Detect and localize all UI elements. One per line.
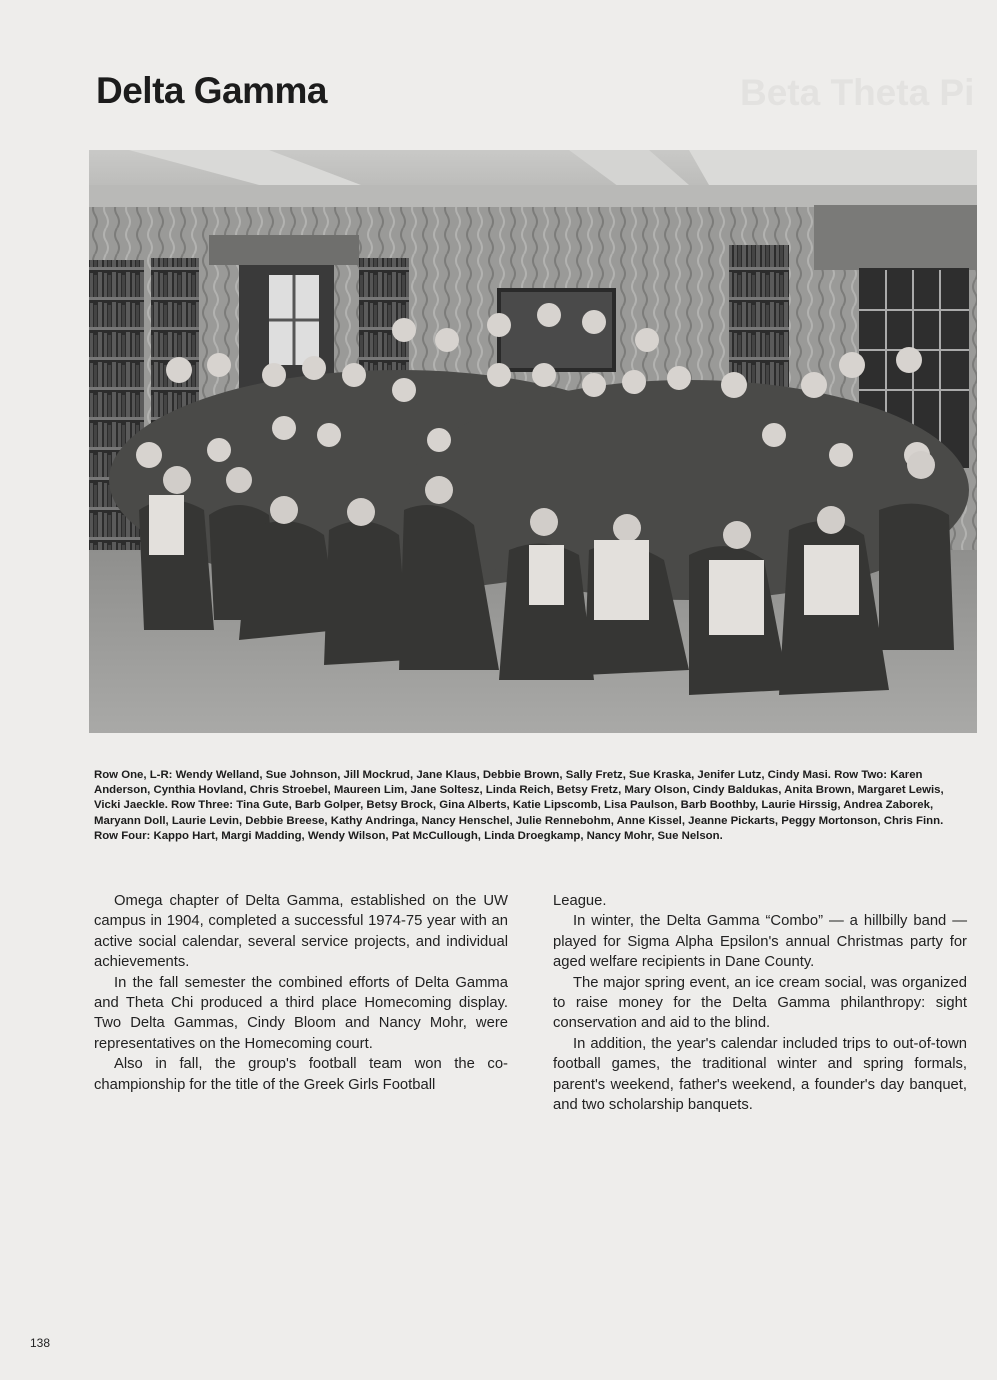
- group-photo: [89, 150, 977, 733]
- paragraph: Omega chapter of Delta Gamma, established on the UW campus in 1904, completed a successful 1974-75 year with an active social calendar, several service projects, and individual achievements.: [94, 893, 508, 971]
- body-column-right: [553, 891, 967, 1115]
- page-title: Delta Gamma: [96, 70, 327, 111]
- paragraph: League.: [553, 893, 607, 909]
- paragraph: In the fall semester the combined efforts of Delta Gamma and Theta Chi produced a third place Homecoming display. Two Delta Gammas, Cindy Bloom and Nancy Mohr, were representatives on the Homecoming court.: [94, 974, 508, 1052]
- paragraph: In addition, the year's calendar included trips to out-of-town football games, the traditional winter and spring formals, parent's weekend, father's weekend, a founder's day banquet, and two scholarship banquets.: [553, 1035, 967, 1114]
- photo-caption: Row One, L-R: Wendy Welland, Sue Johnson, Jill Mockrud, Jane Klaus, Debbie Brown, Sally Fretz, Sue Kraska, Jenifer Lutz, Cindy Masi. Row Two: Karen Anderson, Cynthia Hovland, Chris Stroebel, Maureen Lim, Jane Soltesz, Linda Reich, Betsy Fretz, Mary Olson, Cindy Baldukas, Anita Brown, Margaret Lewis, Vicki Jaeckle. Row Three: Tina Gute, Barb Golper, Betsy Brock, Gina Alberts, Katie Lipscomb, Lisa Paulson, Barb Boothby, Laurie Hirssig, Andrea Zaborek, Maryann Doll, Laurie Levin, Debbie Breese, Kathy Andringa, Nancy Henschel, Julie Rennebohm, Anne Kissel, Jeanne Pickarts, Peggy Mortonson, Chris Finn. Row Four: Kappo Hart, Margi Madding, Wendy Wilson, Pat McCullough, Linda Droegkamp, Nancy Mohr, Sue Nelson.: [94, 769, 944, 842]
- page-number: 138: [30, 1336, 51, 1350]
- body-column-left: [94, 891, 508, 1095]
- paragraph: The major spring event, an ice cream social, was organized to raise money for the Delta Gamma philanthropy: sight conservation and aid to the blind.: [553, 974, 967, 1032]
- paragraph: In winter, the Delta Gamma “Combo” — a hillbilly band —played for Sigma Alpha Epsilon's annual Christmas party for aged welfare recipients in Dane County.: [553, 913, 967, 971]
- bleed-through-title: Beta Theta Pi: [740, 72, 975, 113]
- paragraph: Also in fall, the group's football team won the co-championship for the title of the Greek Girls Football: [94, 1056, 508, 1093]
